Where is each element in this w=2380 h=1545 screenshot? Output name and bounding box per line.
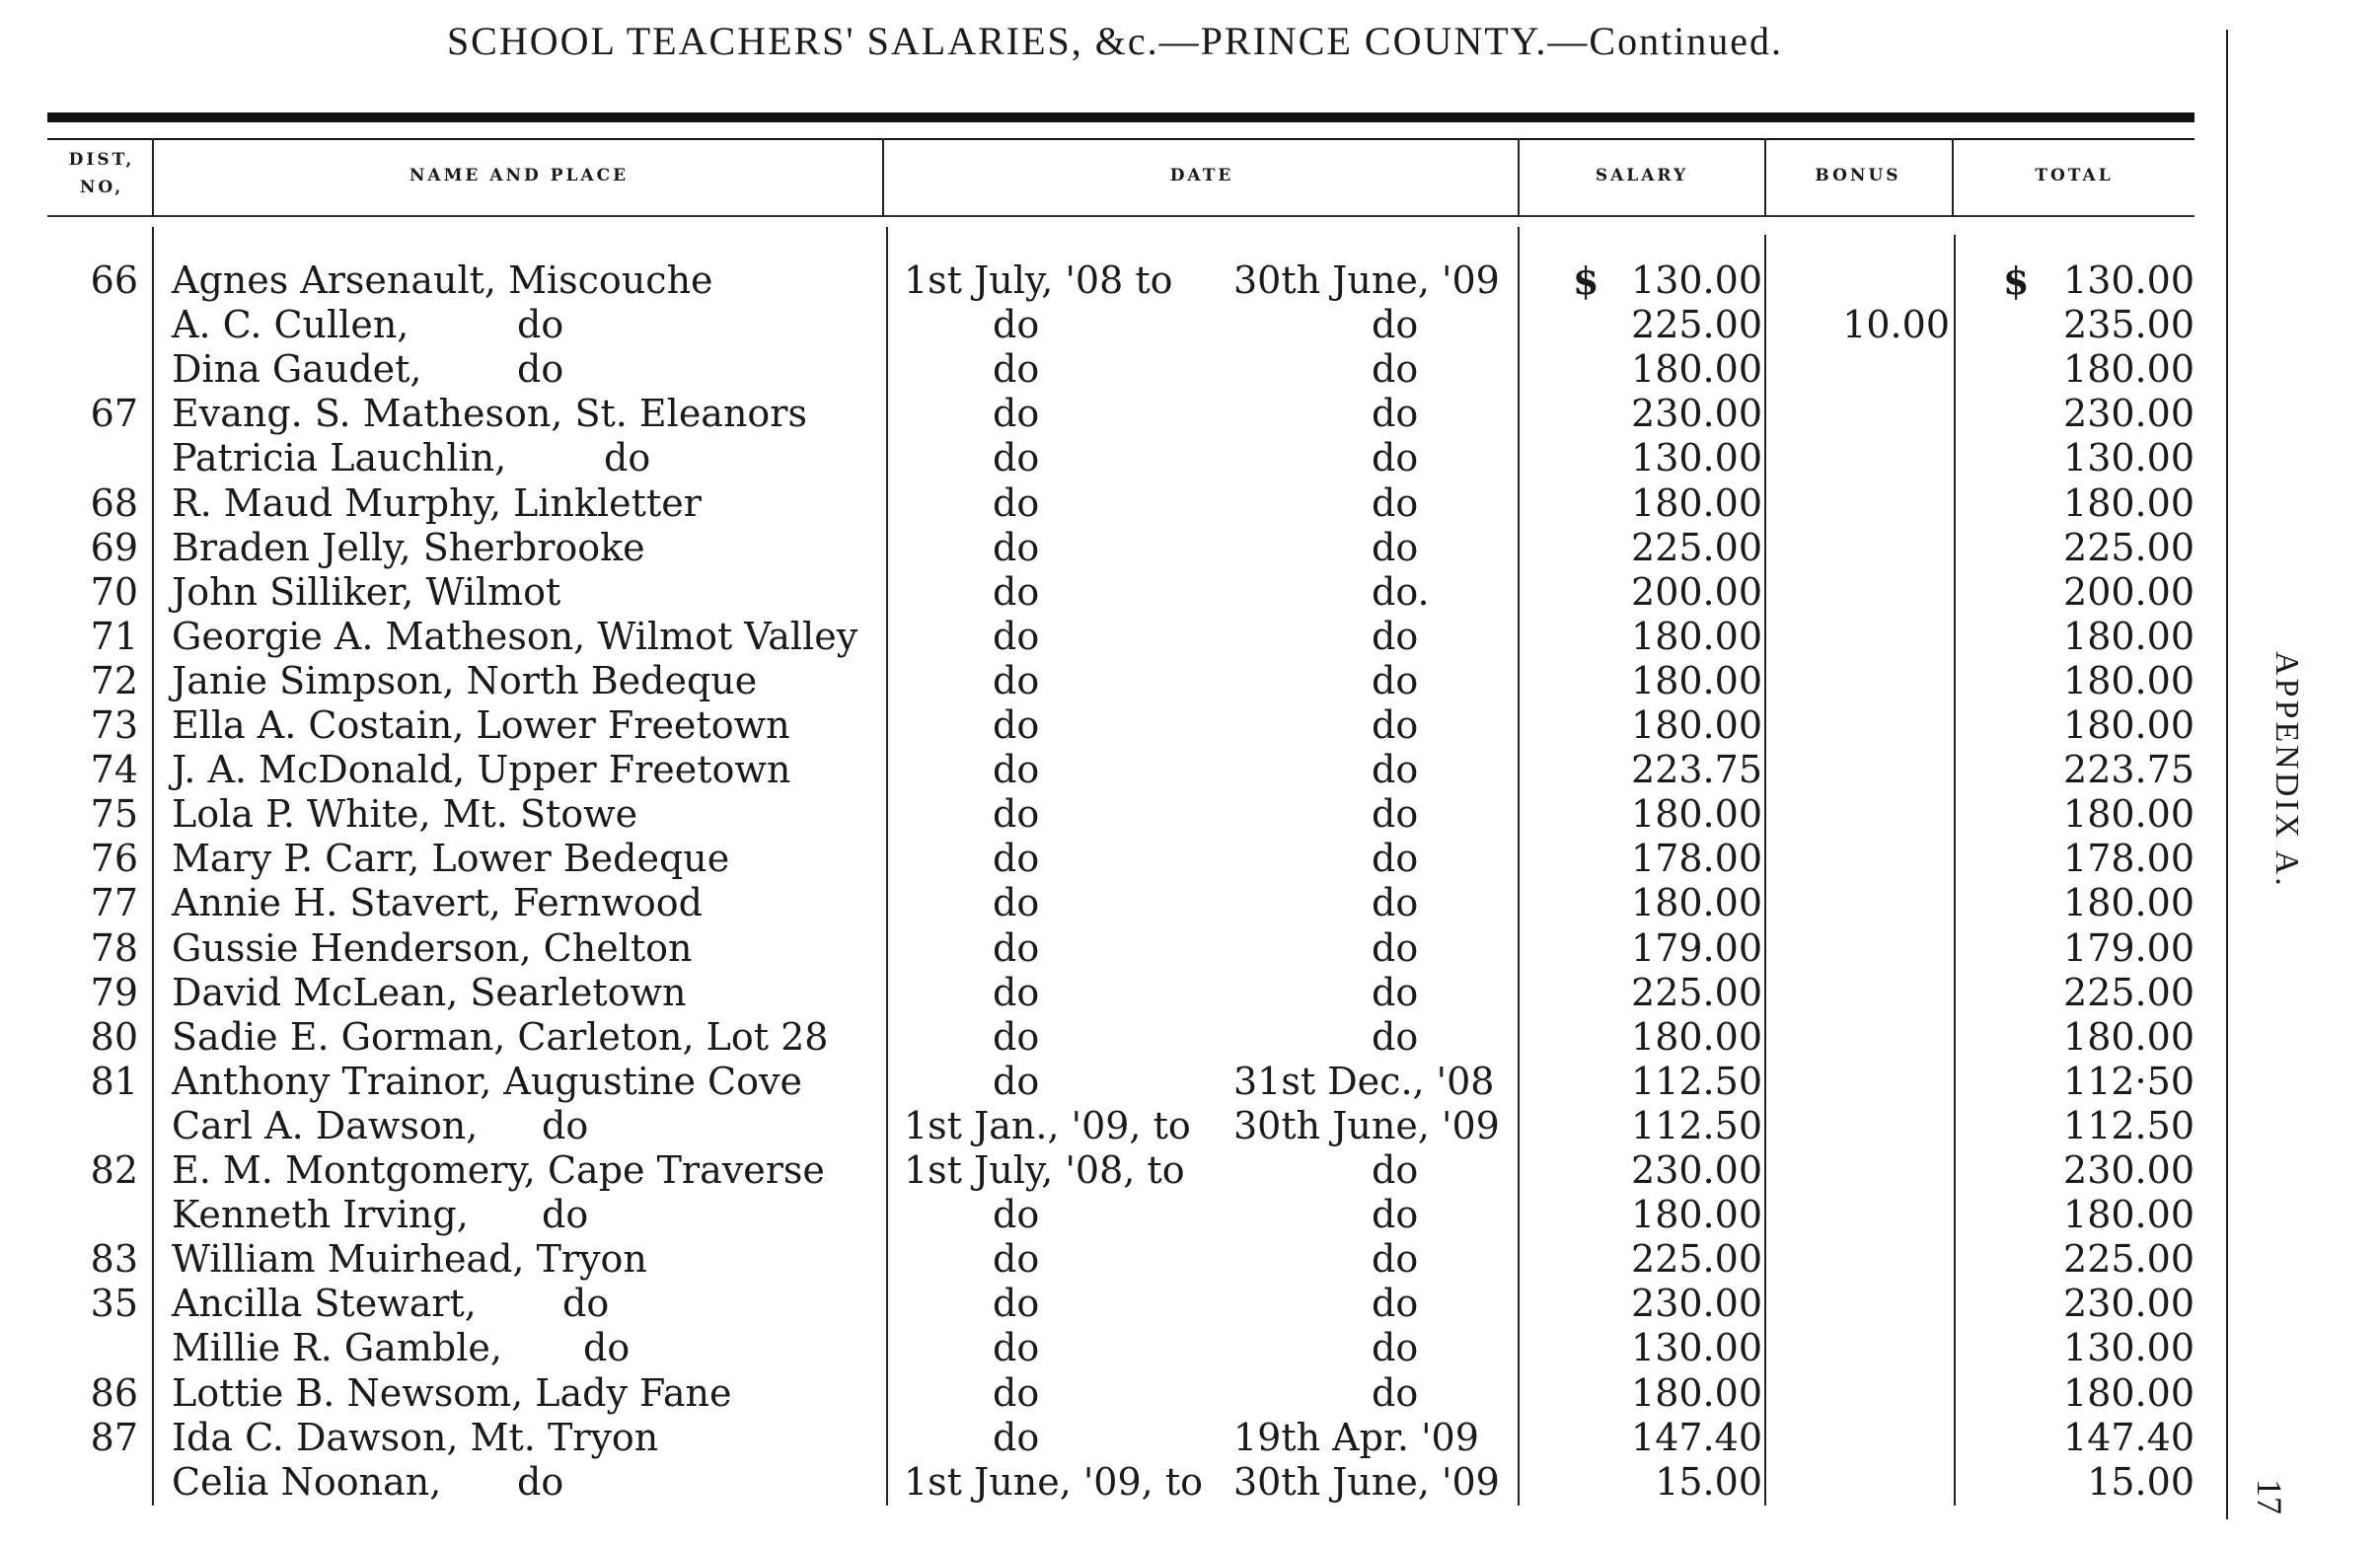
teacher-name-place: Janie Simpson, North Bedeque <box>172 658 758 702</box>
table-row <box>0 1371 2226 1416</box>
salary-amount: 180.00 <box>1631 881 1762 925</box>
salary-amount: 180.00 <box>1631 347 1762 392</box>
total-amount: 180.00 <box>2063 614 2194 658</box>
table-row <box>0 481 2226 526</box>
teacher-name-place: Braden Jelly, Sherbrooke <box>172 525 645 569</box>
salary-amount: 225.00 <box>1631 1237 1762 1282</box>
date-from: do <box>993 925 1040 970</box>
total-amount: 112.50 <box>2063 1103 2194 1147</box>
date-to: do <box>1372 392 1419 436</box>
date-from: do <box>993 480 1040 525</box>
date-from: do <box>993 1193 1040 1237</box>
col-rule-header <box>1518 138 1520 217</box>
salary-currency-symbol: $ <box>1573 258 1599 303</box>
date-to: do <box>1372 525 1419 569</box>
total-currency-symbol: $ <box>2003 258 2030 303</box>
salary-amount: 130.00 <box>1631 1326 1762 1370</box>
teacher-name-place: Lottie B. Newsom, Lady Fane <box>172 1370 732 1415</box>
date-to: 31st Dec., '08 <box>1233 1059 1495 1103</box>
col-rule-header <box>1952 138 1954 217</box>
table-row <box>0 1416 2226 1460</box>
date-to: do <box>1372 1370 1419 1415</box>
header-separator <box>47 215 2194 217</box>
dist-number: 35 <box>90 1282 138 1326</box>
teacher-name-place: Mary P. Carr, Lower Bedeque <box>172 837 730 881</box>
salary-amount: 225.00 <box>1631 970 1762 1014</box>
dist-number: 87 <box>90 1415 138 1459</box>
date-to: do <box>1372 480 1419 525</box>
date-to: do <box>1372 1237 1419 1282</box>
salary-amount: 180.00 <box>1631 1014 1762 1059</box>
date-from: do <box>993 970 1040 1014</box>
date-to: 30th June, '09 <box>1233 258 1500 302</box>
teacher-name-place: Gussie Henderson, Chelton <box>172 925 693 970</box>
page-number: 17 <box>2250 1479 2289 1514</box>
date-from: do <box>993 658 1040 702</box>
teacher-name-place: Ida C. Dawson, Mt. Tryon <box>172 1415 659 1459</box>
header-bonus: BONUS <box>1815 166 1901 185</box>
date-to: do <box>1372 970 1419 1014</box>
place-ditto: do <box>542 1103 589 1147</box>
date-to: do <box>1372 436 1419 480</box>
table-row <box>0 303 2226 347</box>
table-row <box>0 926 2226 971</box>
date-to: do <box>1372 614 1419 658</box>
salary-amount: 180.00 <box>1631 792 1762 837</box>
teacher-name-place: R. Maud Murphy, Linkletter <box>172 480 702 525</box>
date-to: do <box>1372 837 1419 881</box>
date-from: do <box>993 748 1040 792</box>
table-row <box>0 258 2226 303</box>
teacher-name-place: Sadie E. Gorman, Carleton, Lot 28 <box>172 1014 829 1059</box>
table-row <box>0 1015 2226 1060</box>
teacher-name-place: E. M. Montgomery, Cape Traverse <box>172 1148 825 1192</box>
salary-amount: 130.00 <box>1631 258 1762 302</box>
date-from: do <box>993 303 1040 347</box>
header-dist-line1: DIST, <box>68 150 135 170</box>
table-row <box>0 526 2226 570</box>
total-amount: 235.00 <box>2063 303 2194 347</box>
dist-number: 78 <box>90 925 138 970</box>
total-amount: 130.00 <box>2063 1326 2194 1370</box>
salary-amount: 180.00 <box>1631 1193 1762 1237</box>
table-row <box>0 1193 2226 1237</box>
salary-amount: 225.00 <box>1631 525 1762 569</box>
salary-amount: 178.00 <box>1631 837 1762 881</box>
table-row <box>0 1104 2226 1148</box>
salary-amount: 180.00 <box>1631 658 1762 702</box>
date-from: do <box>993 1282 1040 1326</box>
dist-number: 80 <box>90 1014 138 1059</box>
table-row <box>0 436 2226 480</box>
page-title: SCHOOL TEACHERS' SALARIES, &c.—PRINCE COUNTY.—Continued. <box>446 19 1784 63</box>
header-dist <box>47 146 156 201</box>
header-salary: SALARY <box>1595 166 1689 185</box>
total-amount: 180.00 <box>2063 480 2194 525</box>
date-from: do <box>993 1326 1040 1370</box>
total-amount: 230.00 <box>2063 1282 2194 1326</box>
table-row <box>0 1326 2226 1370</box>
header-total: TOTAL <box>2035 166 2114 185</box>
dist-number: 76 <box>90 837 138 881</box>
table-row <box>0 392 2226 436</box>
date-to: do <box>1372 1282 1419 1326</box>
total-amount: 225.00 <box>2063 1237 2194 1282</box>
teacher-name-place: Carl A. Dawson, <box>172 1103 479 1147</box>
place-ditto: do <box>517 1459 564 1504</box>
date-from: do <box>993 1415 1040 1459</box>
teacher-name-place: Celia Noonan, <box>172 1459 442 1504</box>
dist-number: 73 <box>90 703 138 747</box>
page-right-border <box>2226 30 2228 1519</box>
teacher-name-place: Kenneth Irving, <box>172 1193 469 1237</box>
date-to: do <box>1372 881 1419 925</box>
header-name-place: NAME AND PLACE <box>409 166 630 185</box>
date-to: 30th June, '09 <box>1233 1459 1500 1504</box>
teacher-name-place: Dina Gaudet, <box>172 347 422 392</box>
total-amount: 147.40 <box>2063 1415 2194 1459</box>
col-rule-header <box>1764 138 1766 217</box>
salary-amount: 200.00 <box>1631 569 1762 614</box>
place-ditto: do <box>583 1326 631 1370</box>
salary-amount: 230.00 <box>1631 1148 1762 1192</box>
table-row <box>0 659 2226 703</box>
date-from: 1st Jan., '09, to <box>904 1103 1191 1147</box>
table-row <box>0 1060 2226 1104</box>
date-to: do <box>1372 303 1419 347</box>
table-row <box>0 792 2226 837</box>
table-row <box>0 615 2226 659</box>
total-amount: 180.00 <box>2063 1193 2194 1237</box>
dist-number: 70 <box>90 569 138 614</box>
teacher-name-place: Lola P. White, Mt. Stowe <box>172 792 638 837</box>
total-amount: 178.00 <box>2063 837 2194 881</box>
date-to: do <box>1372 1148 1419 1192</box>
salary-amount: 180.00 <box>1631 480 1762 525</box>
date-from: do <box>993 1014 1040 1059</box>
salary-amount: 180.00 <box>1631 614 1762 658</box>
salary-amount: 112.50 <box>1631 1103 1762 1147</box>
place-ditto: do <box>517 303 564 347</box>
table-row <box>0 1148 2226 1193</box>
teacher-name-place: Georgie A. Matheson, Wilmot Valley <box>172 614 858 658</box>
teacher-name-place: Agnes Arsenault, Miscouche <box>172 258 713 302</box>
total-amount: 130.00 <box>2063 436 2194 480</box>
total-amount: 180.00 <box>2063 792 2194 837</box>
date-from: do <box>993 1370 1040 1415</box>
salary-amount: 180.00 <box>1631 703 1762 747</box>
date-to: do <box>1372 748 1419 792</box>
date-from: do <box>993 1059 1040 1103</box>
teacher-name-place: Anthony Trainor, Augustine Cove <box>172 1059 802 1103</box>
date-from: do <box>993 392 1040 436</box>
salary-amount: 230.00 <box>1631 1282 1762 1326</box>
dist-number: 75 <box>90 792 138 837</box>
header-date: DATE <box>1169 166 1234 185</box>
teacher-name-place: Ancilla Stewart, <box>172 1282 477 1326</box>
table-row <box>0 1237 2226 1282</box>
date-from: 1st July, '08, to <box>904 1148 1185 1192</box>
total-amount: 230.00 <box>2063 1148 2194 1192</box>
teacher-name-place: J. A. McDonald, Upper Freetown <box>172 748 791 792</box>
teacher-name-place: Evang. S. Matheson, St. Eleanors <box>172 392 807 436</box>
total-amount: 223.75 <box>2063 748 2194 792</box>
salary-amount: 15.00 <box>1655 1459 1762 1504</box>
total-amount: 180.00 <box>2063 1370 2194 1415</box>
col-rule-header <box>152 138 154 217</box>
place-ditto: do <box>562 1282 610 1326</box>
date-from: 1st June, '09, to <box>904 1459 1203 1504</box>
date-to: do <box>1372 792 1419 837</box>
table-row <box>0 971 2226 1015</box>
total-amount: 179.00 <box>2063 925 2194 970</box>
date-to: do <box>1372 347 1419 392</box>
salary-amount: 225.00 <box>1631 303 1762 347</box>
dist-number: 83 <box>90 1237 138 1282</box>
dist-number: 66 <box>90 258 138 302</box>
total-amount: 225.00 <box>2063 525 2194 569</box>
dist-number: 81 <box>90 1059 138 1103</box>
date-from: do <box>993 525 1040 569</box>
teacher-name-place: A. C. Cullen, <box>172 303 409 347</box>
header-rule-thick <box>47 112 2194 122</box>
place-ditto: do <box>542 1193 589 1237</box>
total-amount: 112·50 <box>2063 1059 2194 1103</box>
date-from: do <box>993 881 1040 925</box>
date-from: do <box>993 614 1040 658</box>
table-row <box>0 837 2226 881</box>
salary-amount: 130.00 <box>1631 436 1762 480</box>
date-to: 30th June, '09 <box>1233 1103 1500 1147</box>
teacher-name-place: William Muirhead, Tryon <box>172 1237 647 1282</box>
date-from: do <box>993 569 1040 614</box>
date-from: do <box>993 347 1040 392</box>
teacher-name-place: Millie R. Gamble, <box>172 1326 502 1370</box>
date-from: do <box>993 837 1040 881</box>
dist-number: 67 <box>90 392 138 436</box>
date-from: do <box>993 436 1040 480</box>
total-amount: 180.00 <box>2063 881 2194 925</box>
dist-number: 79 <box>90 970 138 1014</box>
place-ditto: do <box>517 347 564 392</box>
date-from: do <box>993 1237 1040 1282</box>
date-to: do <box>1372 1014 1419 1059</box>
date-to: 19th Apr. '09 <box>1233 1415 1479 1459</box>
salary-amount: 147.40 <box>1631 1415 1762 1459</box>
teacher-name-place: John Silliker, Wilmot <box>172 569 561 614</box>
teacher-name-place: David McLean, Searletown <box>172 970 687 1014</box>
table-row <box>0 347 2226 392</box>
total-amount: 130.00 <box>2063 258 2194 302</box>
dist-number: 82 <box>90 1148 138 1192</box>
table-row <box>0 703 2226 748</box>
salary-amount: 179.00 <box>1631 925 1762 970</box>
table-row <box>0 881 2226 925</box>
dist-number: 68 <box>90 480 138 525</box>
date-to: do <box>1372 658 1419 702</box>
bonus-amount: 10.00 <box>1842 303 1950 347</box>
date-from: do <box>993 792 1040 837</box>
salary-amount: 180.00 <box>1631 1370 1762 1415</box>
salary-amount: 230.00 <box>1631 392 1762 436</box>
date-to: do. <box>1372 569 1430 614</box>
table-row <box>0 1460 2226 1505</box>
teacher-name-place: Ella A. Costain, Lower Freetown <box>172 703 790 747</box>
total-amount: 230.00 <box>2063 392 2194 436</box>
salary-amount: 112.50 <box>1631 1059 1762 1103</box>
date-to: do <box>1372 1326 1419 1370</box>
date-to: do <box>1372 925 1419 970</box>
place-ditto: do <box>604 436 651 480</box>
dist-number: 72 <box>90 658 138 702</box>
total-amount: 180.00 <box>2063 703 2194 747</box>
total-amount: 180.00 <box>2063 658 2194 702</box>
table-row <box>0 748 2226 792</box>
salary-amount: 223.75 <box>1631 748 1762 792</box>
total-amount: 225.00 <box>2063 970 2194 1014</box>
dist-number: 69 <box>90 525 138 569</box>
table-row <box>0 570 2226 615</box>
dist-number: 74 <box>90 748 138 792</box>
appendix-side-label: APPENDIX A. <box>2268 651 2305 889</box>
header-rule-thin <box>47 138 2194 140</box>
teacher-name-place: Annie H. Stavert, Fernwood <box>172 881 703 925</box>
col-rule-header <box>882 138 884 217</box>
date-to: do <box>1372 1193 1419 1237</box>
dist-number: 77 <box>90 881 138 925</box>
teacher-name-place: Patricia Lauchlin, <box>172 436 507 480</box>
total-amount: 200.00 <box>2063 569 2194 614</box>
total-amount: 180.00 <box>2063 1014 2194 1059</box>
total-amount: 15.00 <box>2087 1459 2194 1504</box>
dist-number: 71 <box>90 614 138 658</box>
dist-number: 86 <box>90 1370 138 1415</box>
date-from: do <box>993 703 1040 747</box>
date-from: 1st July, '08 to <box>904 258 1173 302</box>
total-amount: 180.00 <box>2063 347 2194 392</box>
table-row <box>0 1282 2226 1326</box>
date-to: do <box>1372 703 1419 747</box>
header-dist-line2: NO, <box>79 178 124 197</box>
